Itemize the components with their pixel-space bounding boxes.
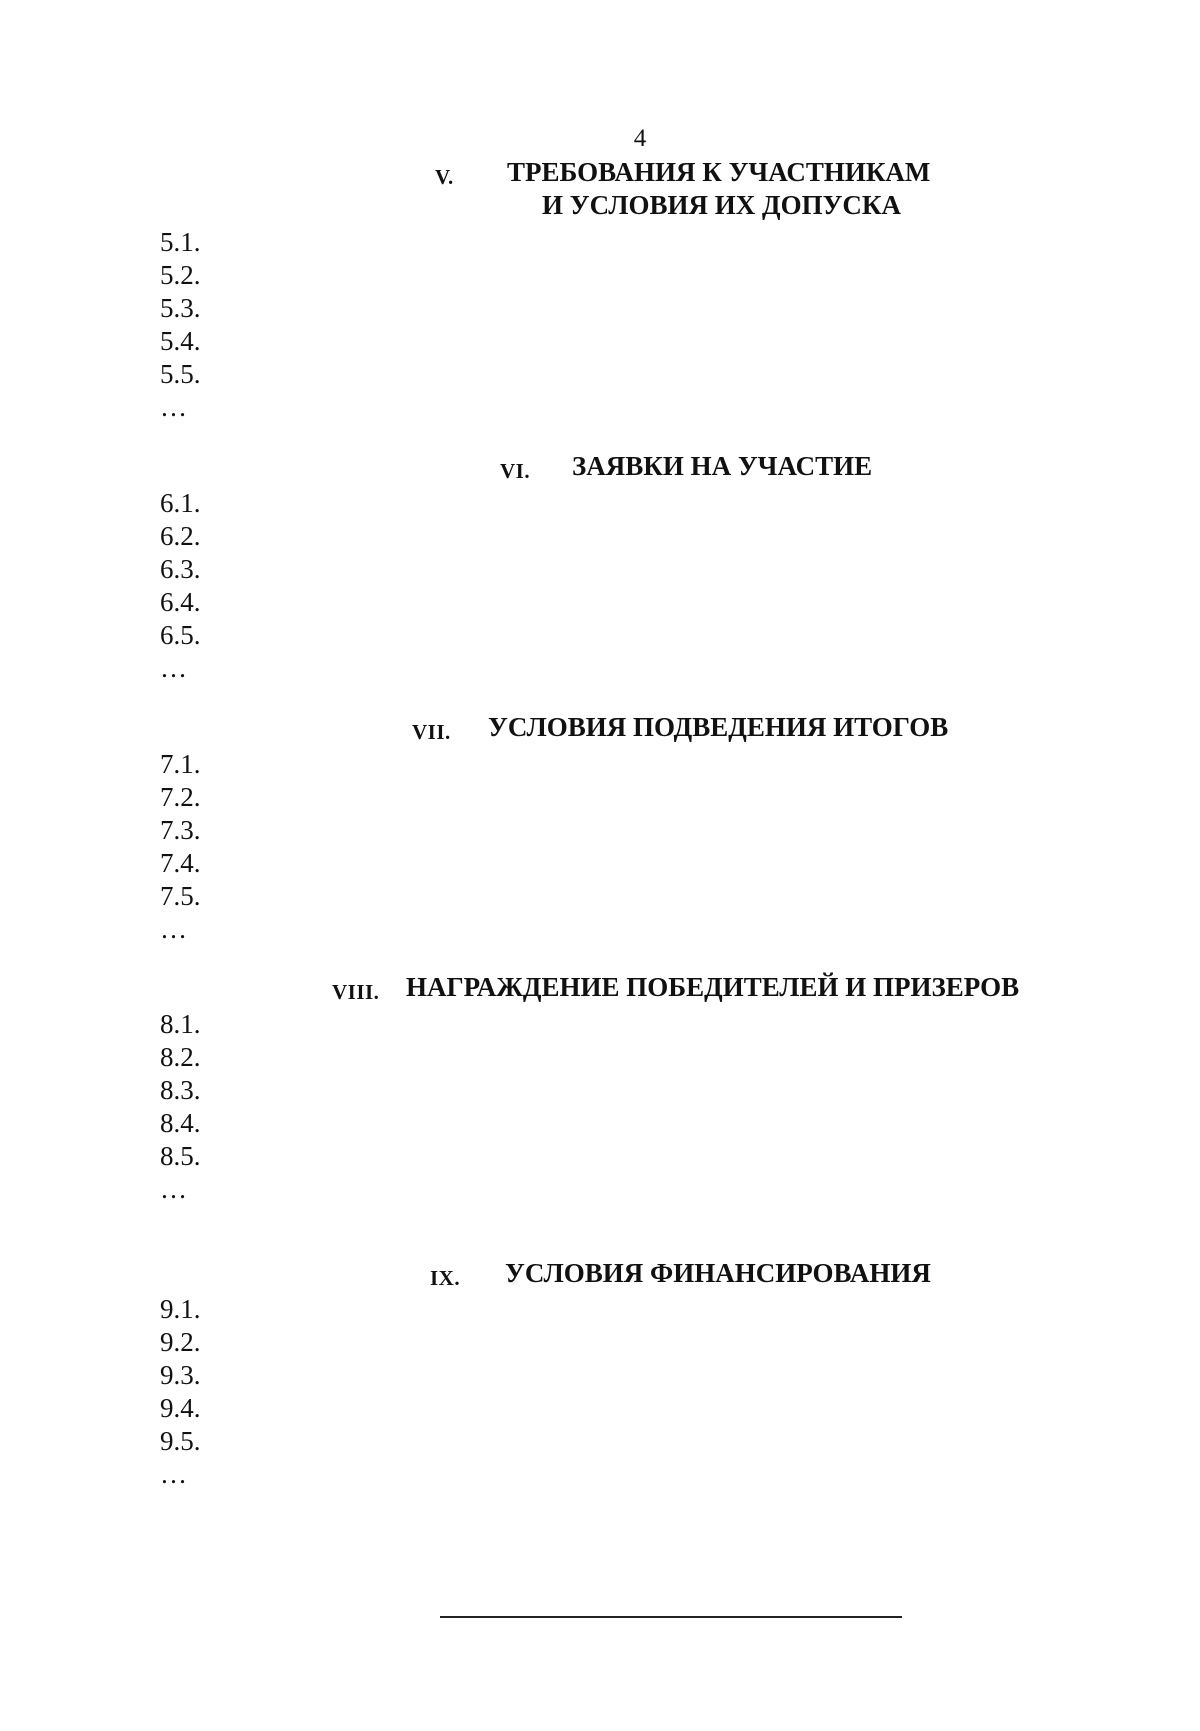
list-item: 5.2. (160, 260, 201, 290)
section-numeral: IX. (430, 1266, 461, 1290)
list-item-ellipsis: … (160, 392, 187, 422)
section-title: УСЛОВИЯ ФИНАНСИРОВАНИЯ (505, 1258, 931, 1288)
list-item: 7.5. (160, 881, 201, 911)
list-item: 8.4. (160, 1108, 201, 1138)
section-title: НАГРАЖДЕНИЕ ПОБЕДИТЕЛЕЙ И ПРИЗЕРОВ (406, 972, 1020, 1002)
section-numeral: V. (435, 165, 454, 189)
page-number: 4 (633, 125, 647, 152)
list-item: 9.3. (160, 1360, 201, 1390)
list-item: 6.3. (160, 554, 201, 584)
section-heading-vii (412, 711, 1012, 747)
list-item: 7.4. (160, 848, 201, 878)
list-item: 6.2. (160, 521, 201, 551)
footer-divider (440, 1616, 902, 1618)
section-title-line-2: И УСЛОВИЯ ИХ ДОПУСКА (542, 190, 901, 220)
section-items-vi (160, 487, 201, 685)
list-item: 8.1. (160, 1009, 201, 1039)
list-item: 6.4. (160, 587, 201, 617)
section-items-v (160, 226, 201, 424)
section-title-line-1: ТРЕБОВАНИЯ К УЧАСТНИКАМ (507, 157, 931, 187)
list-item: 9.1. (160, 1294, 201, 1324)
list-item: 8.3. (160, 1075, 201, 1105)
section-heading-viii (332, 971, 1132, 1007)
list-item: 9.2. (160, 1327, 201, 1357)
list-item: 5.5. (160, 359, 201, 389)
list-item-ellipsis: … (160, 1174, 187, 1204)
section-numeral: VII. (412, 720, 451, 744)
section-items-ix (160, 1293, 201, 1491)
list-item: 7.1. (160, 749, 201, 779)
section-heading-vi (500, 450, 920, 486)
list-item-ellipsis: … (160, 1459, 187, 1489)
list-item: 8.2. (160, 1042, 201, 1072)
list-item: 6.5. (160, 620, 201, 650)
list-item: 5.1. (160, 227, 201, 257)
section-items-vii (160, 748, 201, 946)
list-item-ellipsis: … (160, 914, 187, 944)
list-item: 8.5. (160, 1141, 201, 1171)
section-heading-ix (430, 1257, 990, 1293)
list-item: 5.4. (160, 326, 201, 356)
list-item: 7.3. (160, 815, 201, 845)
section-title: ЗАЯВКИ НА УЧАСТИЕ (572, 451, 873, 481)
list-item: 5.3. (160, 293, 201, 323)
list-item-ellipsis: … (160, 653, 187, 683)
section-title: УСЛОВИЯ ПОДВЕДЕНИЯ ИТОГОВ (488, 712, 949, 742)
section-numeral: VIII. (332, 980, 380, 1004)
section-numeral: VI. (500, 459, 531, 483)
list-item: 9.4. (160, 1393, 201, 1423)
section-heading-v (435, 156, 955, 226)
list-item: 6.1. (160, 488, 201, 518)
list-item: 7.2. (160, 782, 201, 812)
list-item: 9.5. (160, 1426, 201, 1456)
section-items-viii (160, 1008, 201, 1206)
